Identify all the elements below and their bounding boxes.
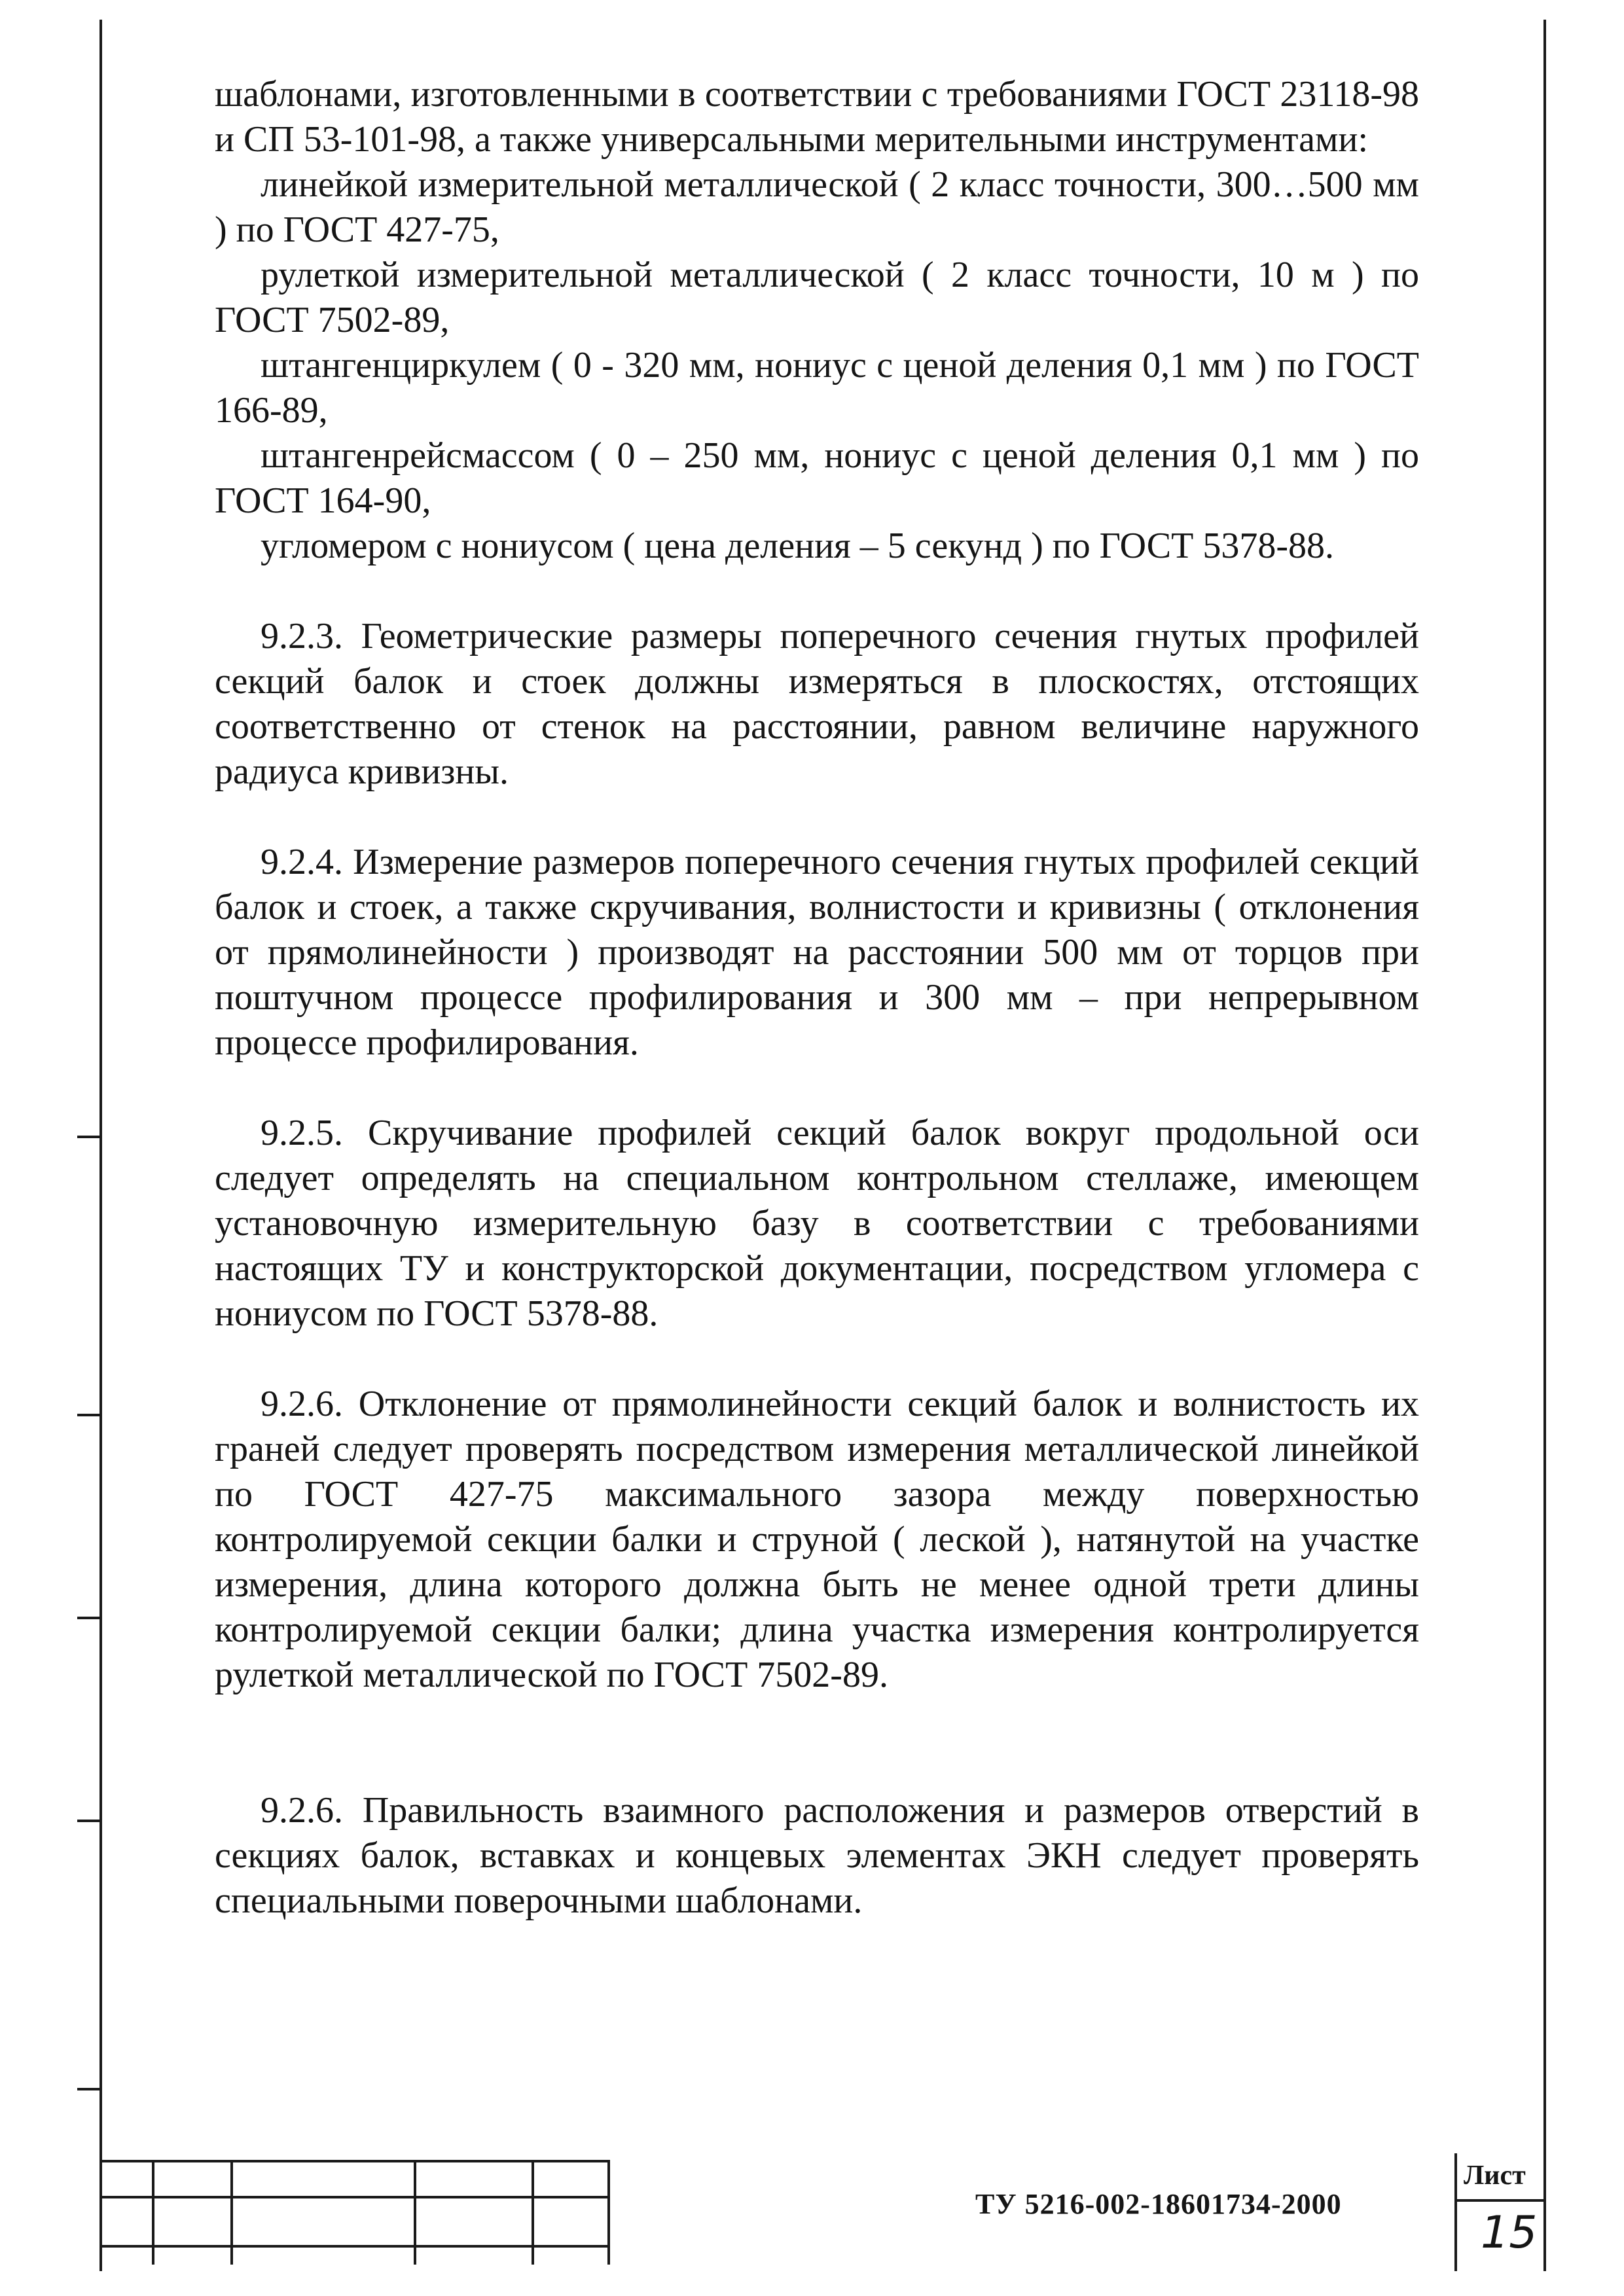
sheet-label: Лист — [1464, 2161, 1526, 2191]
paragraph-9-2-3: 9.2.3. Геометрические размеры поперечного сечения гнутых профилей секций балок и стоек должны измеряться в плоскостях, отстоящих соответственно от стенок на расстоянии, равном величине наружного радиуса кривизны. — [215, 616, 1419, 792]
list-item-tape: рулеткой измерительной металлической ( 2 класс точности, 10 м ) по ГОСТ 7502-89, — [215, 255, 1419, 340]
list-item-protractor: угломером с нониусом ( цена деления – 5 секунд ) по ГОСТ 5378-88. — [261, 526, 1334, 566]
paragraph-9-2-5: 9.2.5. Скручивание профилей секций балок вокруг продольной оси следует определять на специальном контрольном стеллаже, имеющем установочную измерительную базу в соответствии с требованиями настоящих ТУ и конструкторской документации, посредством угломера с нониусом по ГОСТ 5378-88. — [215, 1113, 1419, 1334]
binding-tick — [77, 1136, 101, 1138]
frame-right-border — [1543, 20, 1546, 2271]
binding-tick — [77, 2088, 101, 2090]
binding-tick — [77, 1414, 101, 1416]
paragraph-9-2-4: 9.2.4. Измерение размеров поперечного сечения гнутых профилей секций балок и стоек, а также скручивания, волнистости и кривизны ( отклонения от прямолинейности ) производят на расстоянии 500 мм от торцов при поштучном процессе профилирования и 300 мм – при непрерывном процессе профилирования. — [215, 842, 1419, 1063]
list-item-caliper: штангенциркулем ( 0 - 320 мм, нониус с ценой деления 0,1 мм ) по ГОСТ 166-89, — [215, 345, 1419, 431]
paragraph-9-2-6-b: 9.2.6. Правильность взаимного расположения и размеров отверстий в секциях балок, вставках и концевых элементах ЭКН следует проверять специальными поверочными шаблонами. — [215, 1790, 1419, 1921]
document-body — [215, 72, 1419, 1924]
binding-tick — [77, 1820, 101, 1822]
paragraph-intro: шаблонами, изготовленными в соответствии с требованиями ГОСТ 23118-98 и СП 53-101-98, а также универсальными мерительными инструментами: — [215, 74, 1419, 160]
binding-tick — [77, 1617, 101, 1619]
document-code: ТУ 5216-002-18601734-2000 — [975, 2188, 1342, 2220]
paragraph-9-2-6-a: 9.2.6. Отклонение от прямолинейности секций балок и волнистость их граней следует проверять посредством измерения металлической линейкой по ГОСТ 427-75 максимального зазора между поверхностью контролируемой секции балки и струной ( леской ), натянутой на участке измерения, длина которого должна быть не менее одной трети длины контролируемой секции балки; длина участка измерения контролируется рулеткой металлической по ГОСТ 7502-89. — [215, 1384, 1419, 1695]
frame-left-border — [99, 20, 102, 2271]
sheet-number: 15 — [1481, 2207, 1538, 2259]
list-item-height-gauge: штангенрейсмассом ( 0 – 250 мм, нониус с ценой деления 0,1 мм ) по ГОСТ 164-90, — [215, 435, 1419, 521]
list-item-ruler: линейкой измерительной металлической ( 2 класс точности, 300…500 мм ) по ГОСТ 427-75, — [215, 164, 1419, 250]
